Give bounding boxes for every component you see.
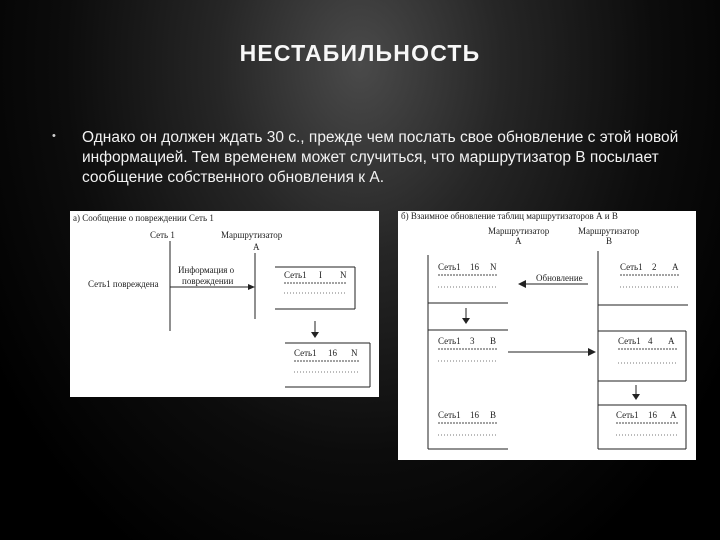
router-b-name: B [606,236,613,246]
table-cell-via: N [351,348,358,358]
table-cell-net: Сеть1 [438,410,461,420]
info-label-1: Информация о [178,265,235,275]
router-a-label: Маршрутизатор [488,226,550,236]
figure-a-diagram [70,211,379,397]
right-table-3 [598,405,686,449]
update-label: Обновление [536,273,583,283]
table-cell-via: N [340,270,347,280]
table-cell-hops: 3 [470,336,475,346]
table-cell-net: Сеть1 [284,270,307,280]
figure-a-caption: а) Сообщение о повреждении Сеть 1 [73,213,214,223]
right-table-1 [598,262,688,305]
bullet-marker: • [52,130,56,142]
right-down-arrow-head [632,394,640,400]
table-cell-via: B [490,410,497,420]
update-right-arrow-head [588,348,596,356]
table-cell-net: Сеть1 [618,336,641,346]
figure-a [70,211,379,397]
table-cell-hops: 16 [470,410,479,420]
table-cell-net: Сеть1 [616,410,639,420]
info-label-2: повреждении [182,276,234,286]
down-arrow-head [311,332,319,338]
table-cell-hops: 4 [648,336,653,346]
table-cell-via: A [668,336,675,346]
router-b-label: Маршрутизатор [578,226,640,236]
figure-a-router-label: Маршрутизатор [221,230,283,240]
table-cell-hops: 2 [652,262,657,272]
damaged-label: Сеть1 повреждена [88,279,159,289]
right-table-2 [598,331,686,381]
figure-a-net-label: Сеть 1 [150,230,175,240]
table-cell-hops: I [319,270,322,280]
table-cell-net: Сеть1 [438,336,461,346]
left-table-2 [428,330,508,361]
table-cell-hops: 16 [328,348,337,358]
table-cell-hops: 16 [648,410,657,420]
info-arrow-head [248,284,255,290]
figure-b-diagram [398,211,696,460]
left-table-1 [428,262,508,303]
figure-b-caption: б) Взаимное обновление таблиц маршрутизаторов А и В [401,211,618,221]
table-cell-net: Сеть1 [438,262,461,272]
router-a-name: A [515,236,522,246]
bullet-text: Однако он должен ждать 30 с., прежде чем послать свое обновление с этой новой информацией. Тем временем может случиться, что маршрутизатор B посылает сообщение собственного обновления к А. [82,129,679,186]
slide-title: НЕСТАБИЛЬНОСТЬ [239,40,481,66]
update-arrow-head [518,280,526,288]
left-down-arrow-head [462,318,470,324]
table-a-2 [285,343,370,387]
table-a-1 [275,267,355,309]
figure-a-router-name: A [253,242,260,252]
table-cell-net: Сеть1 [620,262,643,272]
table-cell-via: N [490,262,497,272]
figure-b [398,211,696,460]
left-table-3 [428,410,508,449]
table-cell-via: A [672,262,679,272]
table-cell-net: Сеть1 [294,348,317,358]
table-cell-via: A [670,410,677,420]
table-cell-via: B [490,336,497,346]
table-cell-hops: 16 [470,262,479,272]
